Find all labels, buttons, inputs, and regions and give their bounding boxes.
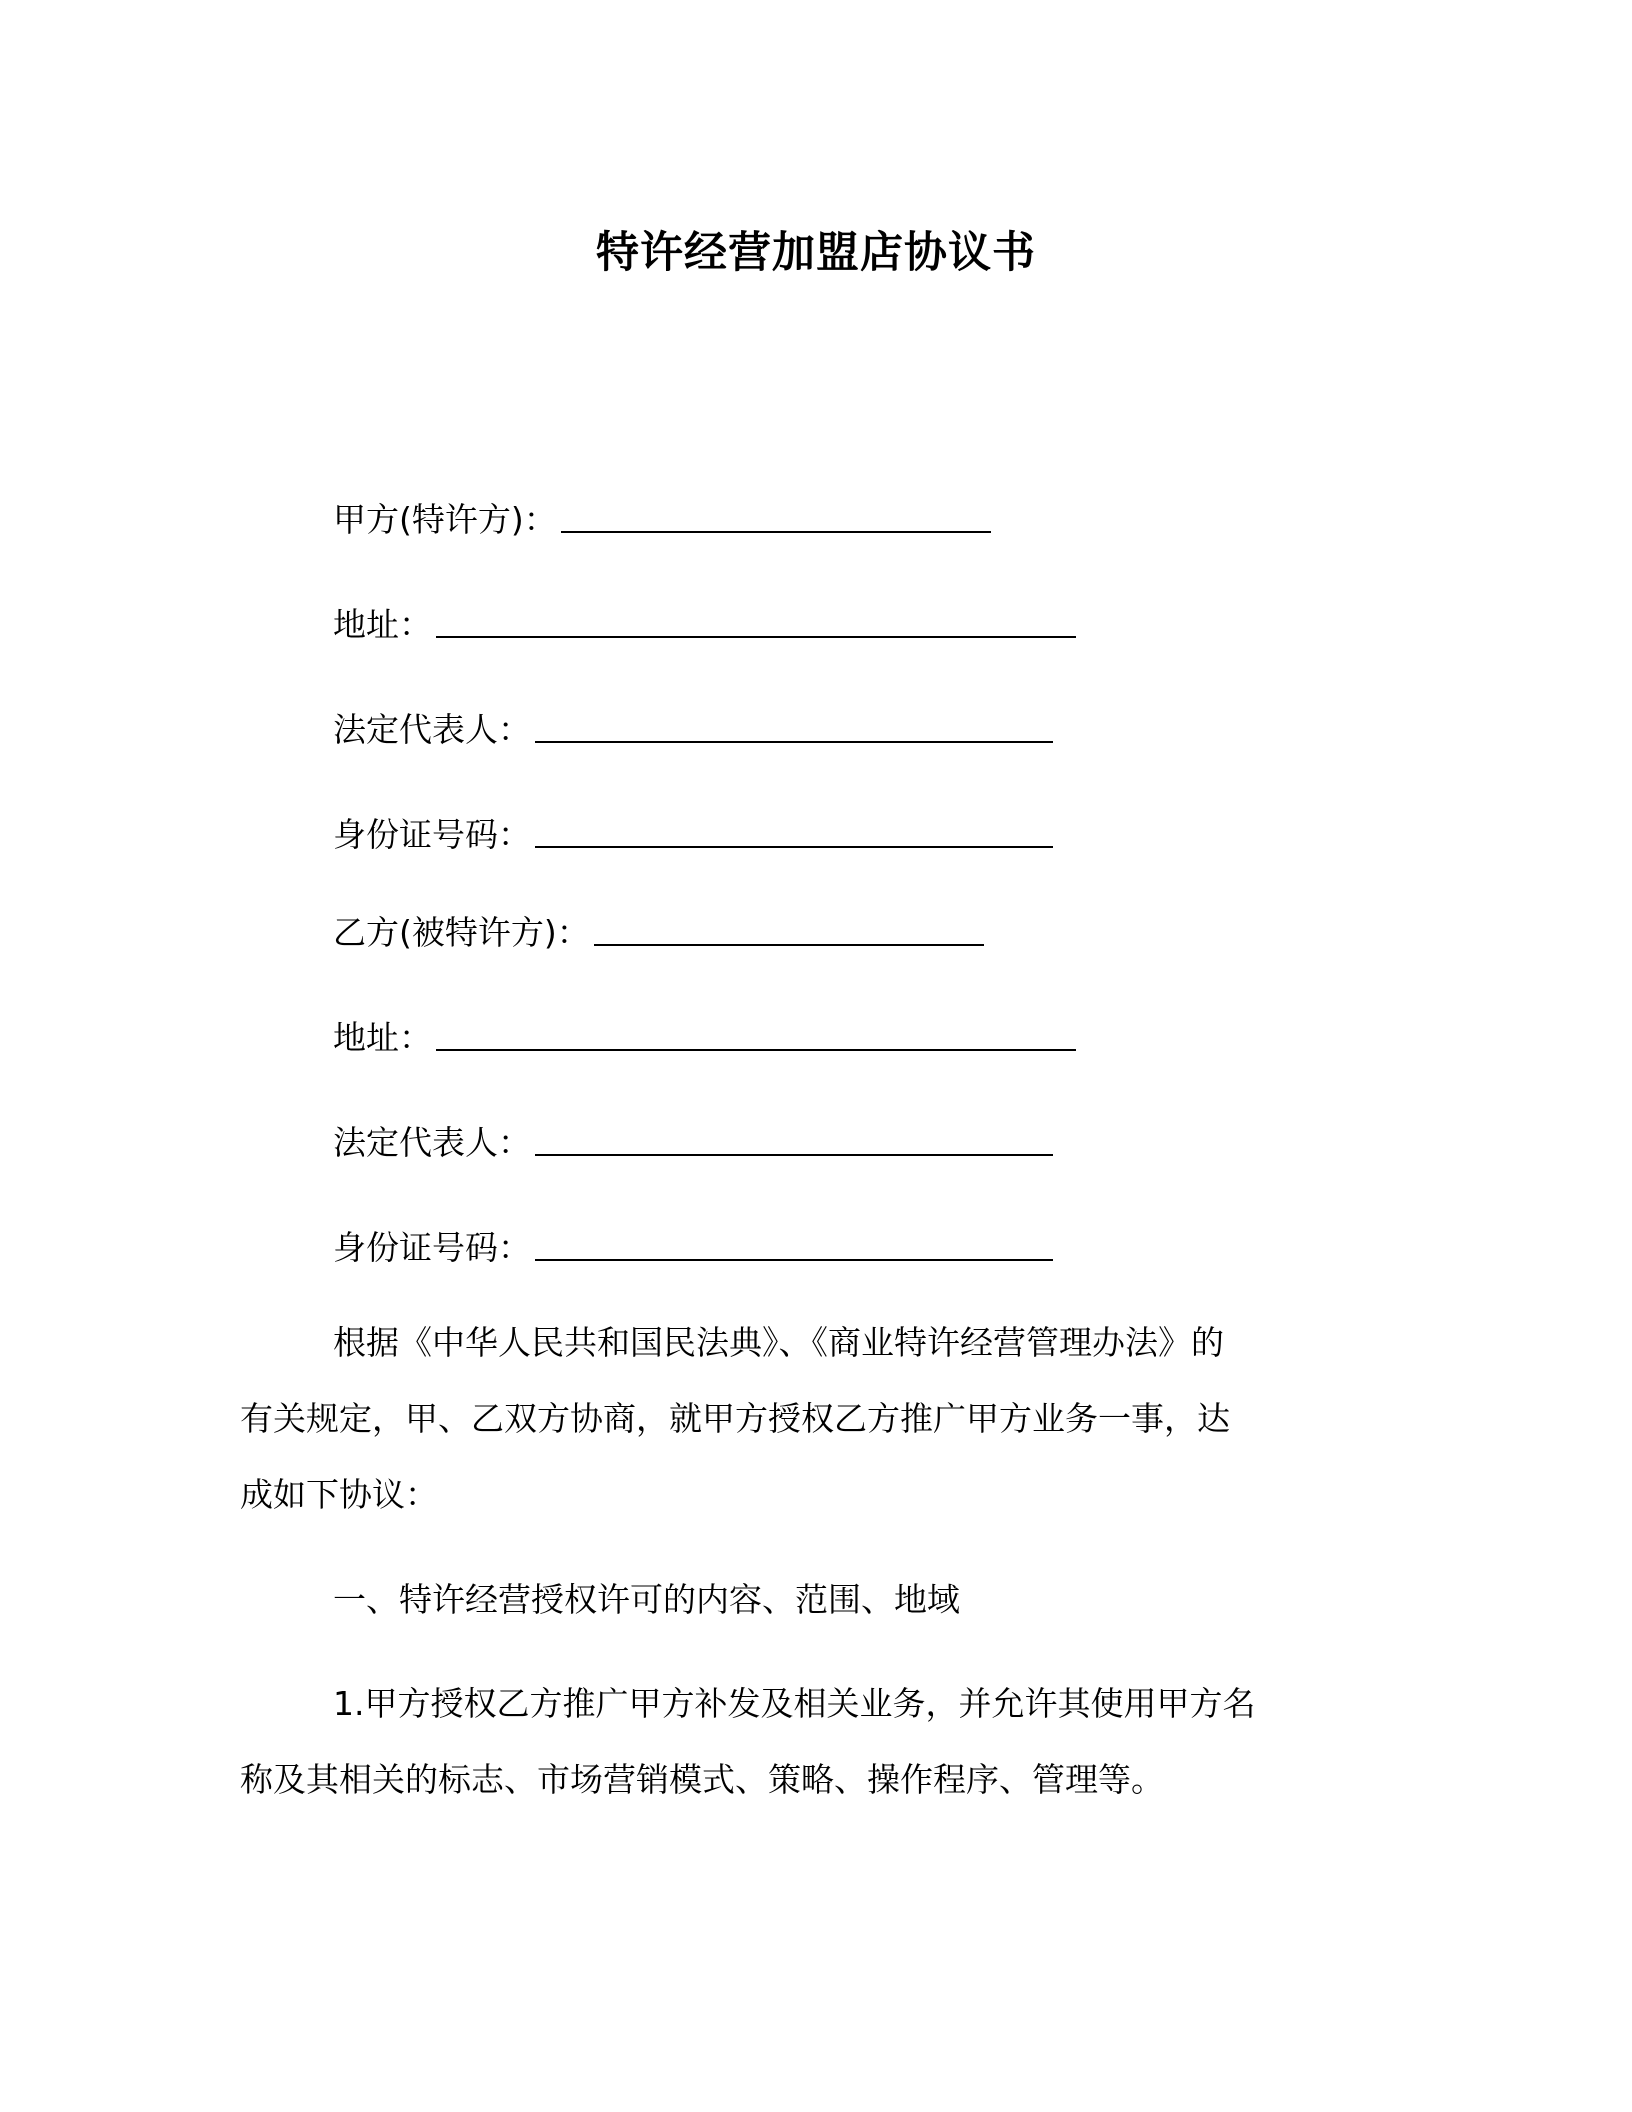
party-b-address-field: [333, 1013, 1076, 1063]
party-b-id-field: [333, 1223, 1053, 1273]
party-b-representative-label: 法定代表人：: [333, 1123, 531, 1162]
document-title: 特许经营加盟店协议书: [596, 228, 1036, 278]
party-b-name-label: 乙方(被特许方)：: [333, 913, 590, 952]
preamble-line: 根据《中华人民共和国民法典》、《商业特许经营管理办法》的: [333, 1323, 1224, 1362]
party-a-name-field: [333, 495, 991, 545]
party-a-address-field: [333, 600, 1076, 650]
clause-line: 1.甲方授权乙方推广甲方补发及相关业务，并允许其使用甲方名: [333, 1684, 1256, 1723]
preamble-line: 有关规定，甲、乙双方协商，就甲方授权乙方推广甲方业务一事，达: [240, 1399, 1230, 1438]
preamble-line: 成如下协议：: [240, 1475, 438, 1514]
party-a-address-label: 地址：: [333, 605, 432, 644]
clause-line: 称及其相关的标志、市场营销模式、策略、操作程序、管理等。: [240, 1760, 1164, 1799]
party-b-representative-field: [333, 1118, 1053, 1168]
party-b-address-label: 地址：: [333, 1018, 432, 1057]
party-a-representative-field: [333, 705, 1053, 755]
party-b-id-blank: [535, 1249, 1053, 1261]
preamble-paragraph: [240, 1305, 1380, 1533]
party-a-address-blank: [436, 626, 1076, 638]
party-a-id-field: [333, 810, 1053, 860]
party-b-name-field: [333, 908, 984, 958]
party-a-id-label: 身份证号码：: [333, 815, 531, 854]
party-a-name-label: 甲方(特许方)：: [333, 500, 557, 539]
party-a-id-blank: [535, 836, 1053, 848]
party-a-representative-blank: [535, 731, 1053, 743]
party-b-address-blank: [436, 1039, 1076, 1051]
section-1-heading: [240, 1562, 1380, 1638]
clause-1-paragraph: [240, 1666, 1380, 1818]
party-b-representative-blank: [535, 1144, 1053, 1156]
party-a-representative-label: 法定代表人：: [333, 710, 531, 749]
section-heading-text: 一、特许经营授权许可的内容、范围、地域: [333, 1580, 960, 1619]
party-a-name-blank: [561, 521, 991, 533]
party-b-id-label: 身份证号码：: [333, 1228, 531, 1267]
party-b-name-blank: [594, 934, 984, 946]
